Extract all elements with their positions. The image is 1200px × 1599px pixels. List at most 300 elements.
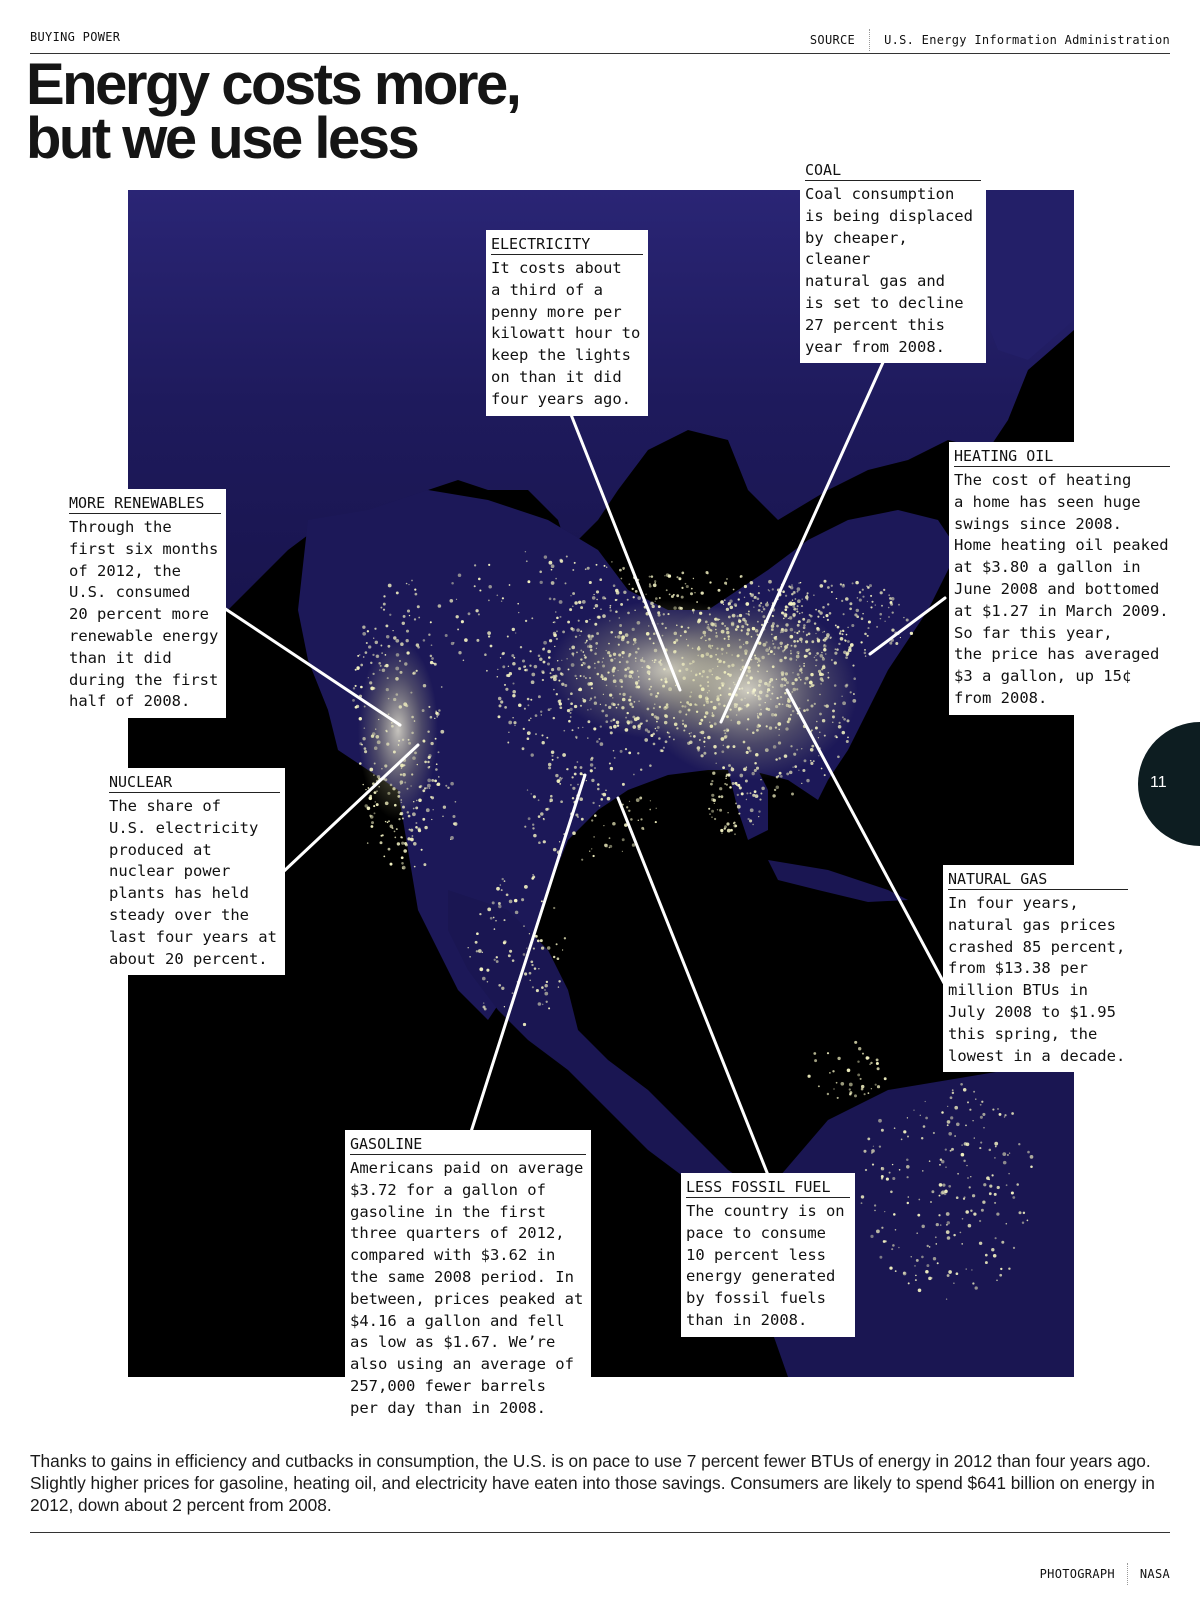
city-light-dot: [507, 635, 509, 637]
city-light-dot: [503, 919, 505, 921]
city-light-dot: [963, 1198, 965, 1200]
city-light-dot: [861, 1202, 863, 1204]
city-light-dot: [535, 733, 537, 735]
city-light-dot: [733, 822, 735, 824]
city-light-dot: [548, 1007, 550, 1009]
city-light-dot: [935, 1243, 937, 1245]
city-light-dot: [965, 1210, 969, 1214]
city-light-dot: [546, 981, 548, 983]
city-light-dot: [515, 632, 516, 633]
city-light-dot: [438, 751, 440, 753]
city-light-dot: [821, 768, 823, 770]
city-light-dot: [867, 586, 870, 589]
city-light-dot: [476, 639, 479, 642]
city-light-dot: [449, 599, 453, 603]
city-light-dot: [857, 1073, 860, 1076]
city-light-dot: [870, 606, 872, 608]
city-light-dot: [380, 841, 383, 844]
city-light-dot: [859, 591, 861, 593]
city-light-dot: [857, 597, 859, 599]
city-light-dot: [718, 589, 721, 592]
city-light-dot: [740, 575, 743, 578]
city-light-dot: [623, 591, 626, 594]
city-light-dot: [660, 749, 663, 752]
city-light-dot: [801, 783, 802, 784]
city-light-dot: [757, 796, 758, 797]
city-light-dot: [711, 798, 714, 801]
city-light-dot: [916, 1232, 918, 1234]
city-light-dot: [423, 639, 426, 642]
city-light-dot: [418, 617, 420, 619]
city-light-dot: [867, 601, 868, 602]
city-light-dot: [586, 780, 587, 781]
city-light-dot: [534, 665, 538, 669]
city-light-dot: [877, 1067, 880, 1070]
city-light-dot: [410, 829, 413, 832]
city-light-dot: [632, 588, 634, 590]
city-light-dot: [546, 737, 548, 739]
city-light-dot: [396, 591, 399, 594]
city-light-dot: [711, 816, 712, 817]
city-light-dot: [691, 588, 693, 590]
city-light-dot: [872, 1164, 874, 1166]
city-light-dot: [474, 585, 476, 587]
city-light-dot: [815, 609, 817, 611]
city-light-dot: [727, 812, 728, 813]
city-light-dot: [739, 591, 741, 593]
city-light-dot: [415, 826, 418, 829]
city-light-dot: [574, 601, 577, 604]
city-light-dot: [910, 632, 913, 635]
city-light-dot: [862, 589, 864, 591]
city-light-dot: [954, 1106, 958, 1110]
city-light-dot: [593, 607, 595, 609]
city-light-dot: [868, 1092, 870, 1094]
city-light-dot: [863, 1150, 866, 1153]
city-light-dot: [490, 917, 493, 920]
city-light-dot: [525, 620, 527, 622]
city-light-dot: [523, 1023, 526, 1026]
city-light-dot: [726, 584, 727, 585]
city-light-dot: [744, 597, 745, 598]
city-light-dot: [946, 1298, 947, 1299]
city-light-dot: [478, 578, 481, 581]
city-light-dot: [595, 604, 599, 608]
city-light-dot: [671, 595, 674, 598]
city-light-dot: [602, 793, 606, 797]
city-light-dot: [487, 631, 491, 635]
city-light-dot: [542, 1004, 543, 1005]
city-light-dot: [1022, 1221, 1024, 1223]
city-light-dot: [941, 1190, 945, 1194]
city-light-dot: [727, 829, 731, 833]
city-light-dot: [524, 826, 526, 828]
city-light-dot: [950, 1096, 953, 1099]
city-light-dot: [553, 956, 555, 958]
city-light-dot: [1001, 1241, 1004, 1244]
city-light-dot: [501, 889, 503, 891]
city-light-dot: [749, 593, 751, 595]
city-light-dot: [421, 849, 423, 851]
city-light-dot: [865, 655, 866, 656]
city-light-dot: [779, 593, 782, 596]
city-light-dot: [609, 847, 610, 848]
city-light-dot: [451, 582, 454, 585]
city-light-dot: [685, 583, 687, 585]
city-light-dot: [795, 598, 797, 600]
city-light-dot: [827, 586, 830, 589]
city-light-dot: [1016, 1183, 1019, 1186]
callout-electricity: [486, 230, 648, 416]
city-light-dot: [402, 622, 405, 625]
city-light-dot: [635, 590, 638, 593]
city-light-dot: [836, 1082, 838, 1084]
city-light-dot: [431, 644, 433, 646]
city-light-dot: [1011, 1112, 1014, 1115]
city-light-dot: [754, 596, 757, 599]
city-light-dot: [633, 774, 635, 776]
city-light-dot: [504, 1006, 505, 1007]
city-light-dot: [450, 836, 454, 840]
city-light-dot: [530, 699, 532, 701]
city-light-dot: [527, 698, 530, 701]
city-light-dot: [580, 606, 583, 609]
city-light-dot: [532, 986, 534, 988]
city-light-dot: [564, 937, 566, 939]
city-light-dot: [616, 599, 618, 601]
city-light-dot: [956, 1123, 960, 1127]
city-light-dot: [507, 742, 509, 744]
city-light-dot: [504, 880, 506, 882]
city-light-dot: [411, 580, 413, 582]
city-light-dot: [890, 1191, 893, 1194]
city-light-dot: [546, 1001, 548, 1003]
city-light-dot: [566, 768, 568, 770]
city-light-dot: [724, 783, 726, 785]
city-light-dot: [849, 607, 852, 610]
city-light-dot: [711, 810, 714, 813]
city-light-dot: [430, 655, 433, 658]
city-light-dot: [603, 825, 604, 826]
city-light-dot: [589, 851, 590, 852]
city-light-dot: [724, 599, 726, 601]
city-light-dot: [538, 655, 541, 658]
city-light-dot: [856, 609, 859, 612]
city-light-dot: [639, 797, 642, 800]
city-light-dot: [396, 828, 398, 830]
callout-coal-body: Coal consumption is being displaced by cheaper, cleaner natural gas and is set to decline 27 percent this year from 2008.: [805, 185, 973, 356]
city-light-dot: [951, 1148, 954, 1151]
city-light-dot: [527, 789, 528, 790]
city-light-dot: [383, 856, 385, 858]
source-value: U.S. Energy Information Administration: [884, 33, 1170, 47]
city-light-dot: [709, 813, 711, 815]
city-light-dot: [708, 808, 710, 810]
city-light-dot: [906, 1159, 909, 1162]
city-light-dot: [540, 581, 543, 584]
source-label: SOURCE: [809, 33, 856, 47]
city-light-dot: [915, 1279, 917, 1281]
city-light-dot: [854, 613, 857, 616]
city-light-dot: [431, 779, 434, 782]
city-light-dot: [517, 603, 519, 605]
city-light-dot: [479, 913, 481, 915]
city-light-dot: [946, 1212, 950, 1216]
city-light-dot: [356, 666, 359, 669]
photo-credit-value: NASA: [1139, 1567, 1170, 1581]
city-light-dot: [531, 753, 534, 756]
city-light-dot: [643, 828, 645, 830]
city-light-dot: [442, 815, 444, 817]
city-light-dot: [532, 827, 534, 829]
city-light-dot: [622, 783, 625, 786]
city-light-dot: [501, 601, 502, 602]
city-light-dot: [538, 695, 541, 698]
city-light-dot: [953, 1282, 955, 1284]
city-light-dot: [406, 630, 409, 633]
city-light-dot: [543, 647, 545, 649]
city-light-dot: [1011, 1191, 1014, 1194]
city-light-dot: [651, 575, 654, 578]
city-light-dot: [781, 583, 784, 586]
city-light-dot: [453, 642, 454, 643]
city-light-dot: [527, 731, 531, 735]
city-light-dot: [637, 579, 639, 581]
city-light-dot: [864, 652, 867, 655]
city-light-dot: [892, 1244, 895, 1247]
city-light-dot: [869, 584, 872, 587]
city-light-dot: [549, 561, 553, 565]
city-light-dot: [553, 621, 555, 623]
city-light-dot: [431, 657, 434, 660]
city-light-dot: [580, 766, 583, 769]
photo-credit-label: PHOTOGRAPH: [1039, 1567, 1115, 1581]
city-light-dot: [859, 599, 862, 602]
city-light-dot: [382, 834, 384, 836]
city-light-dot: [997, 1108, 998, 1109]
city-light-dot: [931, 1190, 934, 1193]
callout-renewables-body: Through the first six months of 2012, the U.S. consumed 20 percent more renewable energy than it did during the first half of 2008.: [69, 518, 219, 711]
city-light-dot: [970, 1209, 972, 1211]
city-light-dot: [572, 569, 574, 571]
city-light-dot: [543, 661, 546, 664]
city-light-dot: [862, 1053, 864, 1055]
city-light-dot: [827, 1052, 829, 1054]
city-light-dot: [1013, 1247, 1015, 1249]
city-light-dot: [991, 1174, 993, 1176]
city-light-dot: [574, 562, 576, 564]
city-light-dot: [469, 956, 471, 958]
city-light-dot: [498, 984, 501, 987]
city-light-dot: [669, 593, 671, 595]
city-light-dot: [930, 1201, 932, 1203]
city-light-dot: [945, 1166, 947, 1168]
city-light-dot: [741, 792, 744, 795]
city-light-dot: [558, 986, 559, 987]
city-light-dot: [628, 752, 631, 755]
city-light-dot: [972, 1120, 973, 1121]
city-light-dot: [953, 1234, 955, 1236]
city-light-dot: [842, 633, 844, 635]
city-light-dot: [539, 657, 543, 661]
city-light-dot: [445, 785, 447, 787]
city-light-dot: [573, 801, 576, 804]
city-light-dot: [373, 638, 374, 639]
city-light-dot: [543, 840, 546, 843]
city-light-dot: [620, 750, 623, 753]
city-light-dot: [837, 626, 840, 629]
city-light-dot: [551, 569, 553, 571]
city-light-dot: [443, 806, 446, 809]
city-light-dot: [952, 1092, 954, 1094]
callout-electricity-heading: ELECTRICITY: [491, 234, 643, 255]
city-light-dot: [504, 684, 506, 686]
city-light-dot: [514, 899, 518, 903]
city-light-dot: [791, 584, 792, 585]
city-light-dot: [385, 624, 388, 627]
city-light-dot: [623, 569, 624, 570]
city-light-dot: [426, 808, 430, 812]
city-light-dot: [922, 1170, 923, 1171]
city-light-dot: [921, 1256, 924, 1259]
city-light-dot: [368, 645, 371, 648]
city-light-dot: [422, 818, 425, 821]
city-light-dot: [791, 593, 793, 595]
city-light-dot: [406, 583, 408, 585]
city-light-dot: [871, 601, 873, 603]
city-light-dot: [578, 727, 580, 729]
city-light-dot: [555, 774, 558, 777]
city-light-dot: [732, 782, 735, 785]
city-light-dot: [827, 619, 829, 621]
city-light-dot: [464, 638, 468, 642]
city-light-dot: [752, 824, 753, 825]
city-light-dot: [523, 953, 526, 956]
city-light-dot: [881, 1227, 883, 1229]
city-light-dot: [599, 805, 601, 807]
city-light-dot: [556, 943, 558, 945]
city-light-dot: [827, 1093, 829, 1095]
city-light-dot: [541, 946, 544, 949]
city-light-dot: [409, 615, 410, 616]
city-light-dot: [437, 783, 441, 787]
city-light-dot: [871, 1088, 872, 1089]
city-light-dot: [982, 1113, 985, 1116]
callout-electricity-body: It costs about a third of a penny more per kilowatt hour to keep the lights on than it did four years ago.: [491, 259, 641, 408]
city-light-dot: [528, 817, 531, 820]
city-light-dot: [362, 626, 365, 629]
city-light-dot: [496, 594, 498, 596]
city-light-dot: [401, 862, 404, 865]
city-light-dot: [388, 820, 390, 822]
city-light-dot: [625, 748, 627, 750]
city-light-dot: [772, 794, 775, 797]
city-light-dot: [591, 848, 592, 849]
city-light-dot: [782, 590, 785, 593]
city-light-dot: [854, 1094, 857, 1097]
city-light-dot: [609, 837, 611, 839]
city-light-dot: [777, 589, 780, 592]
city-light-dot: [940, 1158, 942, 1160]
city-light-dot: [979, 1147, 981, 1149]
city-light-dot: [785, 595, 787, 597]
city-light-dot: [736, 784, 738, 786]
city-light-dot: [961, 1144, 962, 1145]
city-light-dot: [538, 841, 541, 844]
city-light-dot: [570, 716, 572, 718]
city-light-dot: [431, 819, 432, 820]
city-light-dot: [840, 630, 842, 632]
city-light-dot: [529, 665, 531, 667]
city-light-dot: [693, 578, 694, 579]
city-light-dot: [908, 1196, 910, 1198]
city-light-dot: [929, 1160, 931, 1162]
city-light-dot: [394, 831, 396, 833]
city-light-dot: [649, 583, 651, 585]
city-light-dot: [367, 630, 369, 632]
city-light-dot: [383, 609, 385, 611]
city-light-dot: [1007, 1154, 1009, 1156]
city-light-dot: [373, 805, 375, 807]
city-light-dot: [711, 780, 713, 782]
callout-natural-gas-heading: NATURAL GAS: [948, 869, 1128, 890]
city-light-dot: [797, 605, 799, 607]
callout-coal: [800, 160, 986, 363]
city-light-dot: [544, 555, 547, 558]
city-light-dot: [499, 884, 501, 886]
city-light-dot: [891, 1248, 893, 1250]
city-light-dot: [559, 706, 562, 709]
city-light-dot: [430, 661, 433, 664]
city-light-dot: [597, 783, 600, 786]
city-light-dot: [467, 947, 468, 948]
city-light-dot: [837, 755, 840, 758]
city-light-dot: [511, 1002, 513, 1004]
city-light-dot: [711, 794, 714, 797]
city-light-dot: [440, 730, 444, 734]
city-light-dot: [594, 767, 596, 769]
city-light-dot: [726, 578, 727, 579]
city-light-dot: [606, 567, 607, 568]
city-light-dot: [495, 920, 497, 922]
city-light-dot: [551, 564, 555, 568]
city-light-dot: [888, 607, 890, 609]
city-light-dot: [539, 571, 542, 574]
city-light-dot: [509, 950, 512, 953]
city-light-dot: [522, 747, 525, 750]
city-light-dot: [604, 597, 606, 599]
city-light-dot: [956, 1196, 959, 1199]
city-light-dot: [542, 741, 545, 744]
photo-credit: [1040, 1563, 1170, 1585]
city-light-dot: [710, 783, 713, 786]
city-light-dot: [793, 591, 795, 593]
city-light-dot: [533, 795, 536, 798]
city-light-dot: [840, 1082, 844, 1086]
city-light-dot: [547, 808, 550, 811]
city-light-dot: [866, 1056, 869, 1059]
city-light-dot: [780, 591, 782, 593]
city-light-dot: [547, 650, 551, 654]
city-light-dot: [777, 598, 779, 600]
city-light-dot: [948, 1132, 952, 1136]
city-light-dot: [847, 640, 850, 643]
city-light-dot: [979, 1220, 981, 1222]
city-light-dot: [898, 1247, 900, 1249]
city-light-dot: [392, 630, 393, 631]
city-light-dot: [758, 816, 759, 817]
city-light-dot: [532, 874, 533, 875]
